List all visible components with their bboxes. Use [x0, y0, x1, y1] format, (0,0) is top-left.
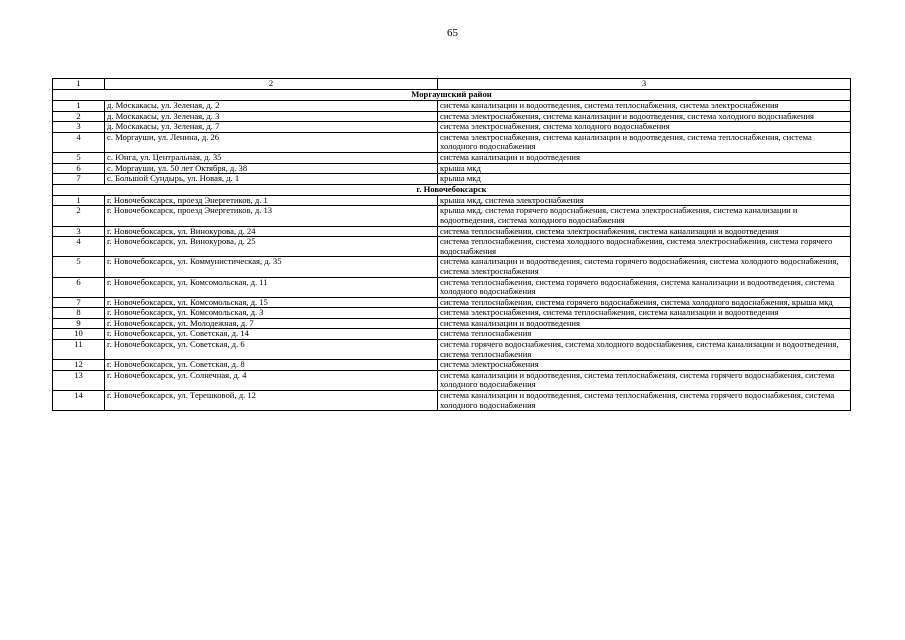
row-works: система канализации и водоотведения	[438, 318, 851, 329]
table-row	[53, 391, 851, 411]
table-row	[53, 122, 851, 133]
row-works: система электроснабжения, система канализации и водоотведения, система теплоснабжения, система холодного водоснабжения	[438, 132, 851, 152]
table-row	[53, 257, 851, 277]
row-works: система теплоснабжения	[438, 329, 851, 340]
table-row	[53, 297, 851, 308]
page-number: 65	[447, 27, 458, 39]
row-number: 1	[53, 195, 105, 206]
row-address: г. Новочебоксарск, ул. Советская, д. 6	[105, 340, 438, 360]
row-works: система канализации и водоотведения, система теплоснабжения, система горячего водоснабжения, система холодного водоснабжения	[438, 391, 851, 411]
section-title: Моргаушский район	[53, 90, 851, 101]
row-address: г. Новочебоксарск, проезд Энергетиков, д. 1	[105, 195, 438, 206]
row-works: система канализации и водоотведения	[438, 152, 851, 163]
row-number: 2	[53, 206, 105, 226]
table-row	[53, 111, 851, 122]
row-number: 14	[53, 391, 105, 411]
row-works: система горячего водоснабжения, система холодного водоснабжения, система канализации и водоотведения, система теплоснабжения	[438, 340, 851, 360]
row-address: д. Москакасы, ул. Зеленая, д. 2	[105, 101, 438, 112]
row-address: г. Новочебоксарск, проезд Энергетиков, д. 13	[105, 206, 438, 226]
row-works: система теплоснабжения, система горячего водоснабжения, система холодного водоснабжения, крыша мкд	[438, 297, 851, 308]
row-works: система теплоснабжения, система холодного водоснабжения, система электроснабжения, система горячего водоснабжения	[438, 237, 851, 257]
table-row	[53, 370, 851, 390]
row-address: г. Новочебоксарск, ул. Винокурова, д. 25	[105, 237, 438, 257]
row-number: 9	[53, 318, 105, 329]
table-row	[53, 132, 851, 152]
table-row	[53, 226, 851, 237]
row-number: 12	[53, 360, 105, 371]
table-row	[53, 174, 851, 185]
table-row	[53, 101, 851, 112]
row-works: система канализации и водоотведения, система теплоснабжения, система электроснабжения	[438, 101, 851, 112]
section-row	[53, 184, 851, 195]
row-address: с. Юнга, ул. Центральная, д. 35	[105, 152, 438, 163]
table-row	[53, 360, 851, 371]
section-row	[53, 90, 851, 101]
table-row	[53, 237, 851, 257]
table-row	[53, 340, 851, 360]
row-address: д. Москакасы, ул. Зеленая, д. 3	[105, 111, 438, 122]
row-number: 13	[53, 370, 105, 390]
table-row	[53, 308, 851, 319]
table-body	[53, 90, 851, 411]
row-works: система канализации и водоотведения, система теплоснабжения, система горячего водоснабжения, система холодного водоснабжения	[438, 370, 851, 390]
row-works: крыша мкд	[438, 163, 851, 174]
row-number: 11	[53, 340, 105, 360]
table-header-row	[53, 79, 851, 90]
table-row	[53, 206, 851, 226]
row-works: крыша мкд, система электроснабжения	[438, 195, 851, 206]
works-table	[52, 78, 851, 411]
row-number: 8	[53, 308, 105, 319]
row-number: 6	[53, 163, 105, 174]
row-number: 6	[53, 277, 105, 297]
row-address: г. Новочебоксарск, ул. Винокурова, д. 24	[105, 226, 438, 237]
row-number: 7	[53, 297, 105, 308]
row-works: крыша мкд	[438, 174, 851, 185]
row-works: система электроснабжения, система канализации и водоотведения, система холодного водоснабжения	[438, 111, 851, 122]
row-address: г. Новочебоксарск, ул. Солнечная, д. 4	[105, 370, 438, 390]
row-number: 10	[53, 329, 105, 340]
table-row	[53, 277, 851, 297]
row-address: г. Новочебоксарск, ул. Коммунистическая, д. 35	[105, 257, 438, 277]
column-header-number: 1	[53, 79, 105, 90]
row-address: с. Моргауши, ул. 50 лет Октября, д. 38	[105, 163, 438, 174]
row-number: 5	[53, 257, 105, 277]
row-address: г. Новочебоксарск, ул. Комсомольская, д. 11	[105, 277, 438, 297]
row-address: с. Большой Сундырь, ул. Новая, д. 1	[105, 174, 438, 185]
table-row	[53, 318, 851, 329]
row-works: система электроснабжения	[438, 360, 851, 371]
row-number: 3	[53, 226, 105, 237]
row-address: г. Новочебоксарск, ул. Комсомольская, д. 15	[105, 297, 438, 308]
column-header-works: 3	[438, 79, 851, 90]
row-works: система теплоснабжения, система горячего водоснабжения, система канализации и водоотведения, система холодного водоснабжения	[438, 277, 851, 297]
row-number: 4	[53, 132, 105, 152]
column-header-address: 2	[105, 79, 438, 90]
table-row	[53, 152, 851, 163]
row-number: 5	[53, 152, 105, 163]
row-address: г. Новочебоксарск, ул. Советская, д. 14	[105, 329, 438, 340]
row-number: 2	[53, 111, 105, 122]
row-works: система электроснабжения, система холодного водоснабжения	[438, 122, 851, 133]
row-works: система теплоснабжения, система электроснабжения, система канализации и водоотведения	[438, 226, 851, 237]
table-row	[53, 329, 851, 340]
row-address: д. Москакасы, ул. Зеленая, д. 7	[105, 122, 438, 133]
row-address: с. Моргауши, ул. Ленина, д. 26	[105, 132, 438, 152]
table-row	[53, 163, 851, 174]
row-number: 1	[53, 101, 105, 112]
table-row	[53, 195, 851, 206]
row-address: г. Новочебоксарск, ул. Комсомольская, д. 3	[105, 308, 438, 319]
row-works: система электроснабжения, система теплоснабжения, система канализации и водоотведения	[438, 308, 851, 319]
row-works: крыша мкд, система горячего водоснабжения, система электроснабжения, система канализации и водоотведения, система холодного водоснабжения	[438, 206, 851, 226]
row-number: 4	[53, 237, 105, 257]
row-number: 3	[53, 122, 105, 133]
row-address: г. Новочебоксарск, ул. Молодежная, д. 7	[105, 318, 438, 329]
row-address: г. Новочебоксарск, ул. Терешковой, д. 12	[105, 391, 438, 411]
row-address: г. Новочебоксарск, ул. Советская, д. 8	[105, 360, 438, 371]
section-title: г. Новочебоксарск	[53, 184, 851, 195]
row-works: система канализации и водоотведения, система горячего водоснабжения, система холодного водоснабжения, система электроснабжения	[438, 257, 851, 277]
row-number: 7	[53, 174, 105, 185]
